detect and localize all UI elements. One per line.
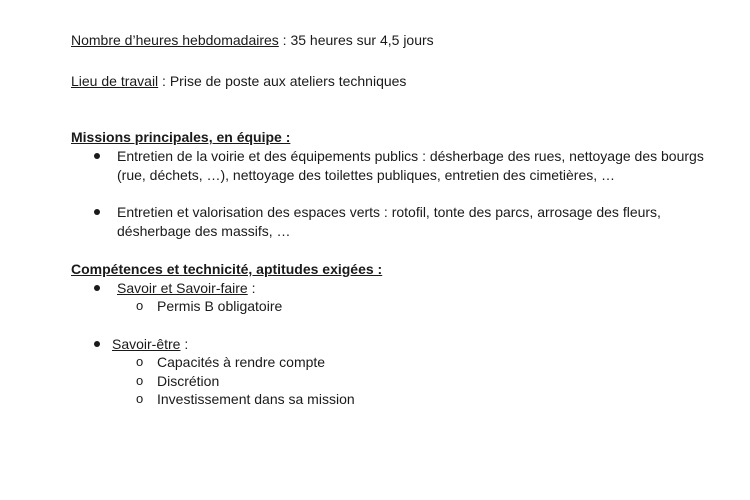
sub-bullet-icon: o xyxy=(136,373,144,388)
weekly-hours-separator: : xyxy=(278,32,291,48)
mission-2-line-1: Entretien et valorisation des espaces verts : rotofil, tonte des parcs, arrosage des fleurs, xyxy=(117,204,661,220)
competence-group-1-item-1: Permis B obligatoire xyxy=(157,298,283,314)
mission-1-line-2: (rue, déchets, …), nettoyage des toilettes publiques, entretien des cimetières, … xyxy=(117,167,616,183)
competence-group-2-item-1: Capacités à rendre compte xyxy=(157,354,326,370)
competence-group-2-suffix: : xyxy=(180,336,189,352)
competence-group-1 xyxy=(117,279,256,297)
workplace-label: Lieu de travail xyxy=(71,73,159,89)
workplace-value: Prise de poste aux ateliers techniques xyxy=(169,73,407,89)
bullet-icon xyxy=(94,341,100,347)
weekly-hours-label: Nombre d’heures hebdomadaires xyxy=(71,32,279,48)
competence-group-2 xyxy=(112,335,188,353)
mission-2-line-2: désherbage des massifs, … xyxy=(117,223,291,239)
mission-1-line-1: Entretien de la voirie et des équipements publics : désherbage des rues, nettoyage des bourgs xyxy=(117,148,704,164)
sub-bullet-icon: o xyxy=(136,391,144,406)
competence-group-1-label: Savoir et Savoir-faire xyxy=(117,280,248,296)
sub-bullet-icon: o xyxy=(136,354,144,369)
missions-heading: Missions principales, en équipe : xyxy=(71,129,291,145)
weekly-hours-line xyxy=(71,31,434,49)
workplace-line xyxy=(71,72,406,90)
weekly-hours-value: 35 heures sur 4,5 jours xyxy=(290,32,434,48)
competence-group-2-item-3: Investissement dans sa mission xyxy=(157,391,355,407)
competence-group-2-item-2: Discrétion xyxy=(157,373,220,389)
bullet-icon xyxy=(94,153,100,159)
competence-group-1-suffix: : xyxy=(247,280,256,296)
bullet-icon xyxy=(94,209,100,215)
sub-bullet-icon: o xyxy=(136,298,144,313)
workplace-separator: : xyxy=(158,73,170,89)
bullet-icon xyxy=(94,285,100,291)
competence-group-2-label: Savoir-être xyxy=(112,336,181,352)
competences-heading: Compétences et technicité, aptitudes exigées : xyxy=(71,261,383,277)
